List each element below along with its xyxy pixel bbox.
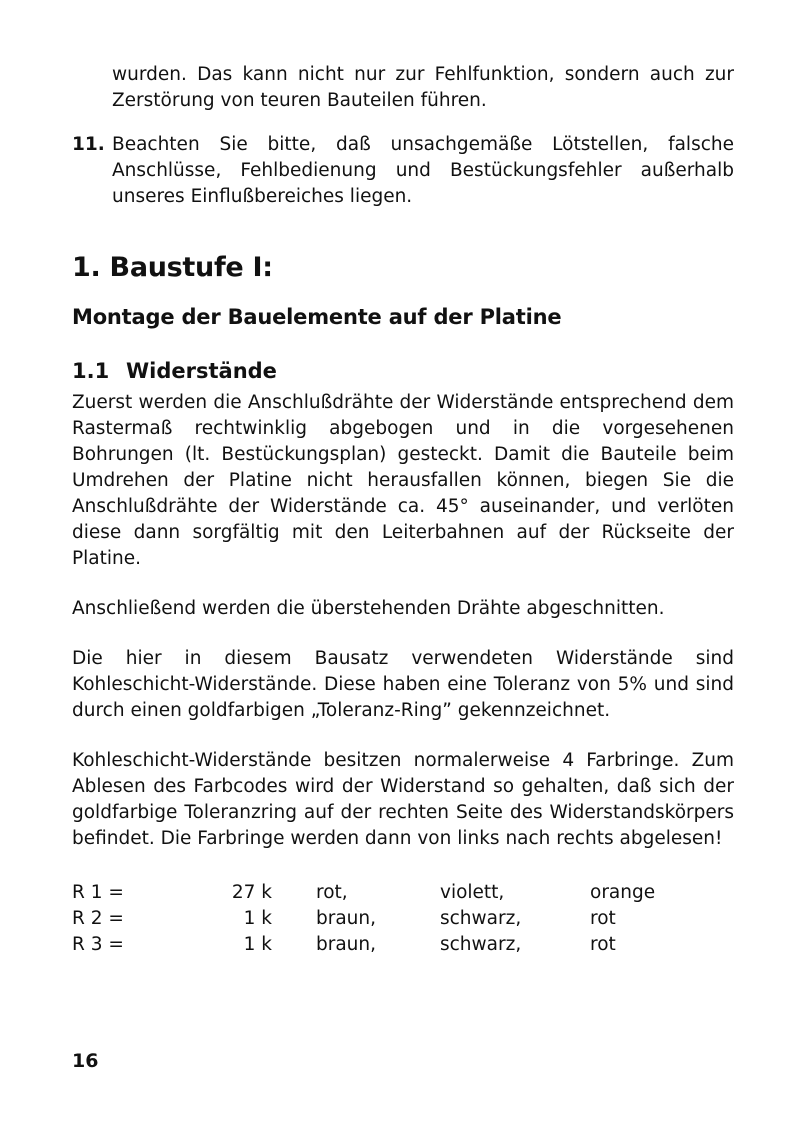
color-ring-2: schwarz, [440, 908, 522, 929]
page-number: 16 [72, 1050, 99, 1072]
manual-page [72, 62, 734, 958]
color-ring-2: schwarz, [440, 934, 522, 955]
resistor-name: R 2 = [72, 908, 124, 929]
continuation-text: wurden. Das kann nicht nur zur Fehlfunktion, sondern auch zur Zerstörung von teuren Bauteilen führen. [112, 64, 734, 111]
section-heading [72, 356, 734, 386]
resistor-value: 1 k [243, 908, 272, 929]
assembly-subheading: Montage der Bauelemente auf der Platine [72, 305, 562, 329]
color-ring-1: braun, [316, 934, 377, 955]
paragraph-carbon-resistors: Die hier in diesem Bausatz verwendeten Widerstände sind Kohleschicht-Widerstände. Diese haben eine Toleranz von 5% und sind durch einen goldfarbigen „Toleranz-Ring” gekennzeichnet. [72, 648, 734, 721]
resistor-name: R 1 = [72, 882, 124, 903]
list-item-text: Beachten Sie bitte, daß unsachgemäße Lötstellen, falsche Anschlüsse, Fehlbedienung und Bestückungsfehler außerhalb unseres Einflußbereiches liegen. [112, 134, 734, 207]
stage-heading: 1. Baustufe I: [72, 252, 273, 283]
list-item-number: 11. [72, 134, 105, 155]
resistor-value: 27 k [231, 882, 272, 903]
color-ring-2: violett, [440, 882, 505, 903]
table-row [72, 932, 690, 958]
section-number: 1.1 [72, 359, 110, 383]
color-ring-1: braun, [316, 908, 377, 929]
color-ring-3: orange [590, 882, 656, 903]
resistor-table [72, 880, 690, 958]
paragraph-color-code: Kohleschicht-Widerstände besitzen normalerweise 4 Farbringe. Zum Ablesen des Farbcodes wird der Widerstand so gehalten, daß sich der goldfarbige Toleranzring auf der rechten Seite des Widerstandskörpers befindet. Die Farbringe werden dann von links nach rechts abgelesen! [72, 750, 734, 849]
color-ring-3: rot [590, 908, 616, 929]
resistor-name: R 3 = [72, 934, 124, 955]
color-ring-1: rot, [316, 882, 348, 903]
table-row [72, 880, 690, 906]
table-row [72, 906, 690, 932]
list-item-11 [72, 132, 734, 210]
paragraph-mounting: Zuerst werden die Anschlußdrähte der Widerstände entsprechend dem Rastermaß rechtwinklig abgebogen und in die vorgesehenen Bohrungen (lt. Bestückungsplan) gesteckt. Damit die Bauteile beim Umdrehen der Platine nicht herausfallen können, biegen Sie die Anschlußdrähte der Widerstände ca. 45° auseinander, und verlöten diese dann sorgfältig mit den Leiterbahnen auf der Rückseite der Platine. [72, 392, 734, 569]
paragraph-cutting: Anschließend werden die überstehenden Drähte abgeschnitten. [72, 598, 665, 619]
color-ring-3: rot [590, 934, 616, 955]
resistor-value: 1 k [243, 934, 272, 955]
section-title: Widerstände [126, 359, 277, 383]
